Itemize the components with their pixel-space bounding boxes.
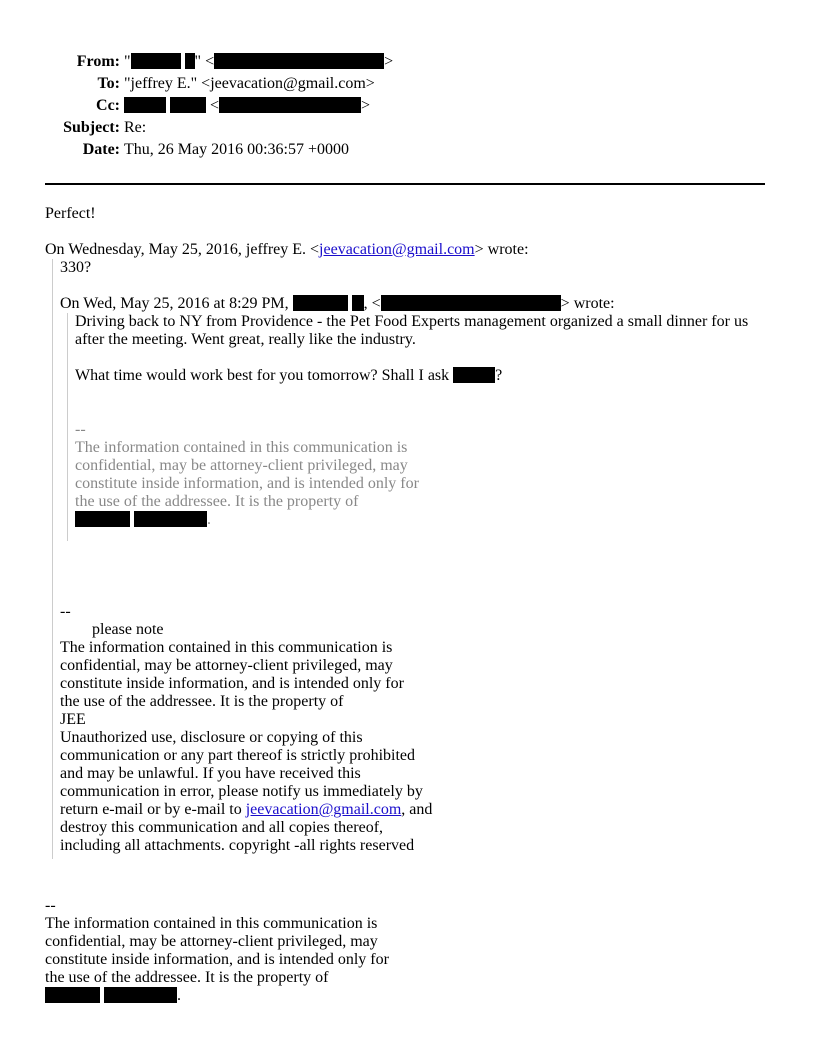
sig-owner — [75, 511, 775, 529]
jee-footer-line: communication or any part thereof is strictly prohibited — [60, 747, 416, 764]
cc-end: > — [361, 97, 371, 114]
bottom-footer-dash: -- — [45, 897, 56, 914]
jee-footer-line: communication in error, please notify us immediately by — [60, 783, 423, 800]
jee-footer-line: destroy this communication and all copies thereof, — [60, 819, 384, 836]
bottom-footer-owner — [45, 987, 775, 1005]
redaction-bar — [134, 511, 207, 527]
quote2-intro-post: > wrote: — [560, 295, 615, 312]
message-body — [45, 205, 775, 1005]
to-label: To: — [97, 75, 120, 92]
jee-footer-line: constitute inside information, and is intended only for — [60, 675, 404, 692]
redaction-bar — [75, 511, 130, 527]
email-headers — [40, 53, 393, 163]
subject-label: Subject: — [63, 119, 120, 136]
sig-line: constitute inside information, and is intended only for — [75, 475, 419, 492]
subject-row — [40, 119, 393, 141]
date-value: Thu, 26 May 2016 00:36:57 +0000 — [124, 141, 350, 158]
jee-footer-dash: -- — [60, 603, 71, 620]
jee-footer-line: confidential, may be attorney-client privileged, may — [60, 657, 393, 674]
cc-mid: < — [206, 97, 220, 114]
quote1-intro-pre: On Wednesday, May 25, 2016, jeffrey E. < — [45, 241, 320, 258]
quote2-paragraph-1: Driving back to NY from Providence - the Pet Food Experts management organized a small dinner for us after the meeting. Went great, really like the industry. — [75, 313, 749, 348]
quote1-intro-post: > wrote: — [474, 241, 529, 258]
bottom-footer-line: constitute inside information, and is intended only for — [45, 951, 389, 968]
jee-footer-line10-pre: return e-mail or by e-mail to — [60, 801, 246, 818]
jee-footer-line: including all attachments. copyright -all rights reserved — [60, 837, 415, 854]
quote2-para2-pre: What time would work best for you tomorrow? Shall I ask — [75, 367, 454, 384]
from-quote-close: " < — [194, 53, 215, 70]
jee-footer-line: JEE — [60, 711, 86, 728]
redaction-bar — [104, 987, 177, 1003]
greeting: Perfect! — [45, 205, 96, 222]
quote2-intro — [60, 295, 775, 313]
redaction-bar — [453, 367, 495, 383]
redaction-bar — [219, 97, 361, 113]
date-label: Date: — [82, 141, 120, 158]
bottom-footer-period: . — [177, 987, 181, 1004]
header-divider — [45, 183, 765, 185]
redaction-bar — [45, 987, 100, 1003]
quote1-block — [52, 259, 775, 859]
jee-footer-line10-post: , and — [401, 801, 433, 818]
date-row — [40, 141, 393, 163]
jee-footer-email-link[interactable]: jeevacation@gmail.com — [245, 801, 402, 818]
bottom-footer — [45, 897, 775, 1005]
redaction-bar — [214, 53, 384, 69]
redaction-bar — [293, 295, 348, 311]
quote2-para2-post: ? — [495, 367, 503, 384]
quote1-text: 330? — [60, 259, 92, 276]
redaction-bar — [131, 53, 181, 69]
sig-line: confidential, may be attorney-client privileged, may — [75, 457, 408, 474]
from-row — [40, 53, 393, 75]
please-note: please note — [92, 621, 164, 638]
from-end: > — [384, 53, 394, 70]
redaction-bar — [170, 97, 206, 113]
quote1-intro — [45, 241, 775, 259]
sig-line: the use of the addressee. It is the property of — [75, 493, 359, 510]
subject-value: Re: — [124, 119, 147, 136]
redaction-bar — [185, 53, 195, 69]
jee-footer-line: Unauthorized use, disclosure or copying of this — [60, 729, 363, 746]
jee-footer-line: the use of the addressee. It is the property of — [60, 693, 344, 710]
redaction-bar — [352, 295, 364, 311]
from-label: From: — [76, 53, 120, 70]
sig-period: . — [207, 511, 211, 528]
bottom-footer-line: confidential, may be attorney-client privileged, may — [45, 933, 378, 950]
quote2-paragraph-2 — [75, 367, 775, 385]
quote2-intro-pre: On Wed, May 25, 2016 at 8:29 PM, — [60, 295, 293, 312]
quote2-intro-mid: , < — [363, 295, 381, 312]
quote1-email-link[interactable]: jeevacation@gmail.com — [319, 241, 475, 258]
redaction-bar — [381, 295, 561, 311]
redaction-bar — [124, 97, 166, 113]
quote2-signature — [75, 421, 775, 529]
to-row — [40, 75, 393, 97]
sig-line: The information contained in this communication is — [75, 439, 408, 456]
bottom-footer-line: The information contained in this communication is — [45, 915, 378, 932]
jee-footer-line — [60, 801, 775, 819]
jee-footer — [60, 603, 775, 855]
bottom-footer-line: the use of the addressee. It is the property of — [45, 969, 329, 986]
cc-label: Cc: — [96, 97, 120, 114]
to-value: "jeffrey E." <jeevacation@gmail.com> — [124, 75, 375, 92]
cc-row — [40, 97, 393, 119]
jee-footer-line: and may be unlawful. If you have received this — [60, 765, 361, 782]
quote2-block — [67, 313, 775, 541]
sig-dash: -- — [75, 421, 86, 438]
jee-footer-line: The information contained in this communication is — [60, 639, 393, 656]
from-quote-open: " — [124, 53, 131, 70]
